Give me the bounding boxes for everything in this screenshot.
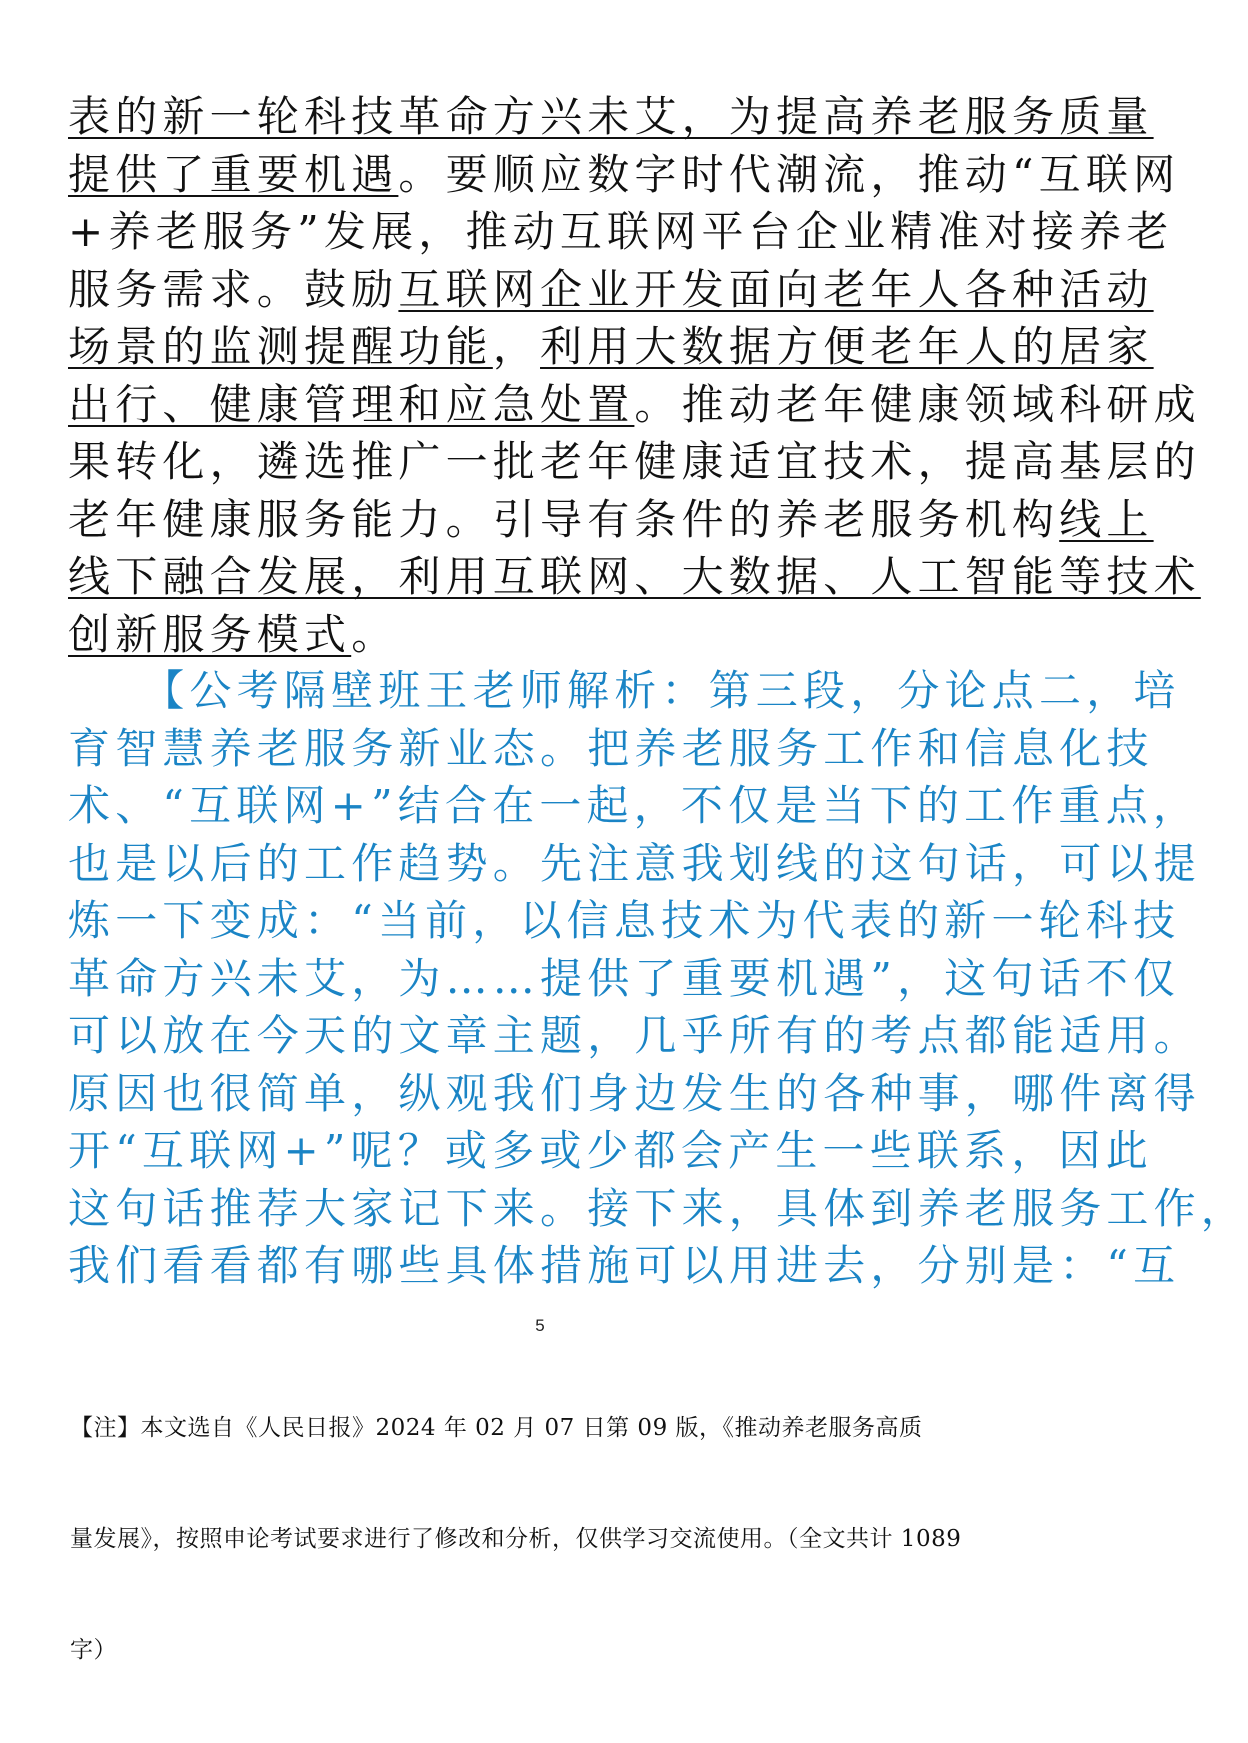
analysis-line: 开“互联网+”呢？或多或少都会产生一些联系，因此 bbox=[68, 1126, 1153, 1175]
text-line bbox=[68, 606, 1201, 664]
analysis-line: 原因也很简单，纵观我们身边发生的各种事，哪件离得 bbox=[68, 1068, 1201, 1118]
article-body-text bbox=[68, 88, 1201, 663]
text-segment: 服务需求。鼓励 bbox=[68, 264, 399, 314]
text-segment: 。推动老年健康领域科研成 bbox=[634, 379, 1201, 429]
text-segment: ， bbox=[492, 322, 541, 371]
text-line bbox=[68, 261, 1201, 319]
underlined-text-segment: 线下融合发展，利用互联网、大数据、人工智能等技术 bbox=[68, 552, 1201, 601]
teacher-analysis-text bbox=[68, 662, 1248, 1295]
analysis-line: 我们看看都有哪些具体措施可以用进去，分别是：“互 bbox=[68, 1241, 1181, 1290]
text-line bbox=[68, 433, 1201, 491]
underlined-text-segment: 创新服务模式 bbox=[68, 609, 352, 659]
underlined-text-segment: 提供了重要机遇 bbox=[68, 149, 399, 199]
text-segment: 。 bbox=[351, 609, 399, 659]
analysis-line: 育智慧养老服务新业态。把养老服务工作和信息化技 bbox=[68, 723, 1154, 773]
underlined-text-segment: 出行、健康管理和应急处置 bbox=[68, 379, 635, 429]
analysis-line: 【公考隔壁班王老师解析：第三段，分论点二，培 bbox=[68, 666, 1181, 715]
text-line bbox=[68, 491, 1201, 549]
footnote-line: 字） bbox=[70, 1637, 117, 1663]
text-segment: 果转化，遴选推广一批老年健康适宜技术，提高基层的 bbox=[68, 437, 1201, 486]
text-line bbox=[68, 146, 1201, 204]
source-footnote bbox=[70, 1336, 1030, 1743]
underlined-text-segment: 表的新一轮科技革命方兴未艾，为提高养老服务质量 bbox=[68, 92, 1154, 141]
underlined-text-segment: 互联网企业开发面向老年人各种活动 bbox=[398, 264, 1154, 314]
text-segment: +养老服务”发展，推动互联网平台企业精准对接养老 bbox=[68, 207, 1174, 256]
text-segment: 老年健康服务能力。引导有条件的养老服务机构 bbox=[68, 494, 1060, 544]
analysis-line: 也是以后的工作趋势。先注意我划线的这句话，可以提 bbox=[68, 838, 1201, 888]
underlined-text-segment: 线上 bbox=[1059, 494, 1154, 544]
text-line bbox=[68, 376, 1201, 434]
text-segment: 。要顺应数字时代潮流，推动“互联网 bbox=[398, 149, 1181, 199]
footnote-line: 量发展》，按照申论考试要求进行了修改和分析，仅供学习交流使用。（全文共计 1089 bbox=[70, 1526, 962, 1552]
analysis-line: 术、“互联网+”结合在一起，不仅是当下的工作重点， bbox=[68, 781, 1201, 830]
text-line bbox=[68, 318, 1201, 376]
underlined-text-segment: 利用大数据方便老年人的居家 bbox=[540, 322, 1154, 371]
page-number: 5 bbox=[535, 1316, 545, 1335]
text-line bbox=[68, 203, 1201, 261]
analysis-line: 炼一下变成：“当前，以信息技术为代表的新一轮科技 bbox=[68, 896, 1181, 945]
analysis-line: 革命方兴未艾，为……提供了重要机遇”，这句话不仅 bbox=[68, 953, 1181, 1003]
analysis-line: 这句话推荐大家记下来。接下来，具体到养老服务工作， bbox=[68, 1183, 1248, 1233]
underlined-text-segment: 场景的监测提醒功能 bbox=[68, 322, 493, 371]
text-line bbox=[68, 88, 1201, 146]
analysis-line: 可以放在今天的文章主题，几乎所有的考点都能适用。 bbox=[68, 1011, 1201, 1060]
footnote-line: 【注】本文选自《人民日报》2024 年 02 月 07 日第 09 版，《推动养老服务高质 bbox=[70, 1415, 923, 1441]
text-line bbox=[68, 548, 1201, 606]
